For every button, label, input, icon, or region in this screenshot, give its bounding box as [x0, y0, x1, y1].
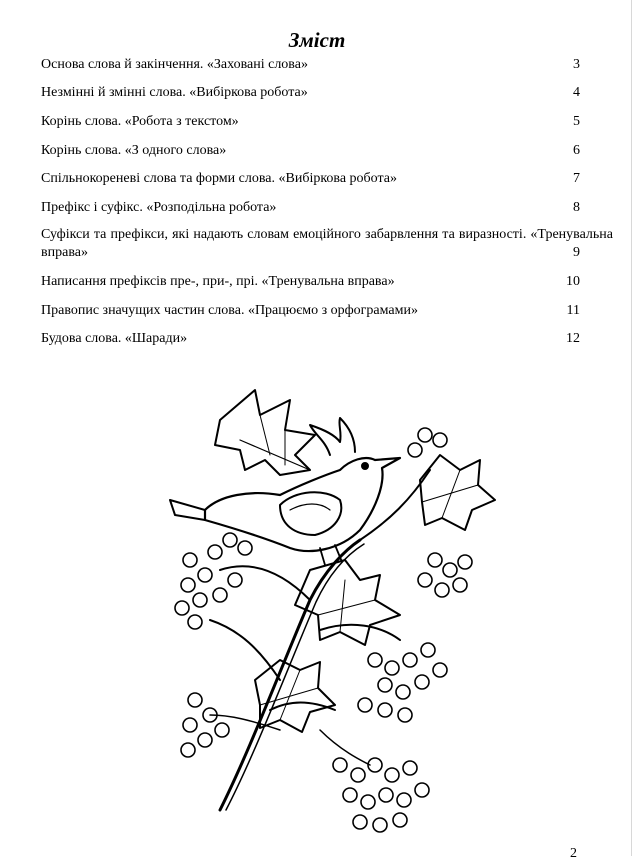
toc-entry-text: Корінь слова. «Робота з текстом» [41, 114, 239, 129]
toc-entry-page: 5 [573, 114, 580, 129]
toc-entry-page: 12 [566, 331, 580, 346]
toc-entry [41, 56, 621, 74]
toc-entry-page: 10 [566, 274, 580, 289]
toc-entry-text: Основа слова й закінчення. «Заховані слова» [41, 57, 308, 72]
toc-entry-text: Незмінні й змінні слова. «Вибіркова робота» [41, 85, 308, 100]
toc-entry [41, 170, 621, 188]
toc-entry-page: 8 [573, 200, 580, 215]
toc-entry-text: Спільнокореневі слова та форми слова. «Вибіркова робота» [41, 171, 398, 186]
toc-entry-page: 4 [573, 85, 580, 100]
toc-entry-text: Суфікси та префікси, які надають словам емоційного забарвлення та виразності. «Тренувальна вправа» [41, 227, 613, 260]
toc-entry-text: Префікс і суфікс. «Розподільна робота» [41, 200, 277, 215]
toc-entry-text: Будова слова. «Шаради» [41, 331, 188, 346]
toc-entry-page: 3 [573, 57, 580, 72]
toc-entry-page: 9 [573, 245, 580, 260]
page-number: 2 [570, 846, 577, 861]
toc-entry-text: Написання префіксів пре-, при-, прі. «Тренувальна вправа» [41, 274, 395, 289]
toc-entry [41, 273, 621, 291]
toc-entry [41, 226, 621, 262]
toc-entry-text: Правопис значущих частин слова. «Працюємо з орфограмами» [41, 303, 418, 318]
toc-entry-page: 11 [566, 303, 580, 318]
toc-entry [41, 113, 621, 131]
toc-entry [41, 84, 621, 102]
bird-on-branch-illustration [160, 370, 510, 845]
toc-entry-page: 6 [573, 143, 580, 158]
toc-entry [41, 142, 621, 160]
toc-entry [41, 199, 621, 217]
page-edge [631, 0, 632, 856]
page-title: Зміст [288, 28, 346, 52]
toc-entry-page: 7 [573, 171, 580, 186]
toc-entry [41, 302, 621, 320]
toc-entry-text: Корінь слова. «З одного слова» [41, 143, 227, 158]
toc-entry [41, 330, 621, 348]
